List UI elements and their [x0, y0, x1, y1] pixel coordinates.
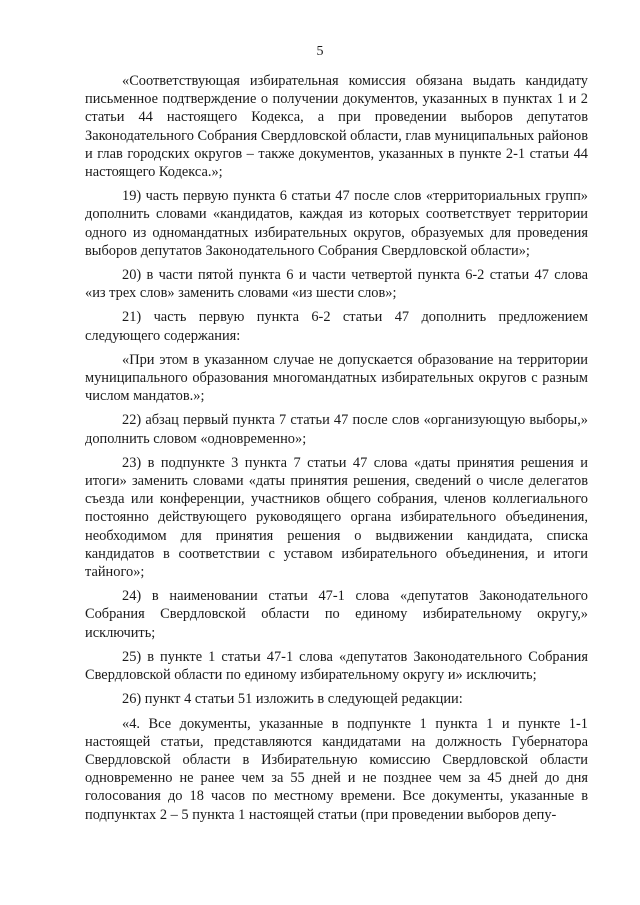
paragraph-item-25: 25) в пункте 1 статьи 47-1 слова «депутатов Законодательного Собрания Свердловской области по единому избирательному округу и» исключить; [85, 648, 588, 684]
paragraph-item-19: 19) часть первую пункта 6 статьи 47 после слов «территориальных групп» дополнить словами «кандидатов, каждая из которых соответствует территории одного из одномандатных избирательных округов, образуемых для проведения выборов депутатов Законодательного Собрания Свердловской области»; [85, 188, 588, 259]
paragraph-item-26-quote: «4. Все документы, указанные в подпункте 1 пункта 1 и пункте 1-1 настоящей статьи, представляются кандидатами на должность Губернатора Свердловской области в Избирательную комиссию Свердловской области одновременно не ранее чем за 55 дней и не позднее чем за 45 дней до дня голосования до 18 часов по местному времени. Все документы, указанные в подпунктах 2 – 5 пункта 1 настоящей статьи (при проведении выборов депу- [85, 715, 588, 823]
paragraph-item-22: 22) абзац первый пункта 7 статьи 47 после слов «организующую выборы,» дополнить словом «одновременно»; [85, 412, 588, 447]
paragraph-item-23: 23) в подпункте 3 пункта 7 статьи 47 слова «даты принятия решения и итоги» заменить словами «даты принятия решения, сведений о числе делегатов съезда или конференции, участников общего собрания, членов коллегиального постоянно действующего руководящего органа избирательного объединения, необходимом для принятия решения о выдвижении кандидата, списка кандидатов в соответствии с уставом избирательного объединения, и итоги тайного»; [85, 454, 588, 581]
document-body [85, 72, 588, 830]
paragraph-item-20: 20) в части пятой пункта 6 и части четвертой пункта 6-2 статьи 47 слова «из трех слов» заменить словами «из шести слов»; [85, 267, 588, 302]
paragraph-item-26: 26) пункт 4 статьи 51 изложить в следующей редакции: [122, 691, 463, 708]
page-number: 5 [316, 44, 324, 59]
paragraph-item-21: 21) часть первую пункта 6-2 статьи 47 дополнить предложением следующего содержания: [85, 309, 588, 344]
paragraph-item-24: 24) в наименовании статьи 47-1 слова «депутатов Законодательного Собрания Свердловской области по единому избирательному округу,» исключить; [85, 588, 588, 641]
paragraph-commission-confirmation: «Соответствующая избирательная комиссия обязана выдать кандидату письменное подтверждение о получении документов, указанных в пунктах 1 и 2 статьи 44 настоящего Кодекса, а при проведении выборов депутатов Законодательного Собрания Свердловской области, глав муниципальных районов и глав городских округов – также документов, указанных в пункте 2-1 статьи 44 настоящего Кодекса.»; [85, 73, 588, 181]
paragraph-item-21-quote: «При этом в указанном случае не допускается образование на территории муниципального образования многомандатных избирательных округов с разным числом мандатов.»; [85, 351, 588, 405]
